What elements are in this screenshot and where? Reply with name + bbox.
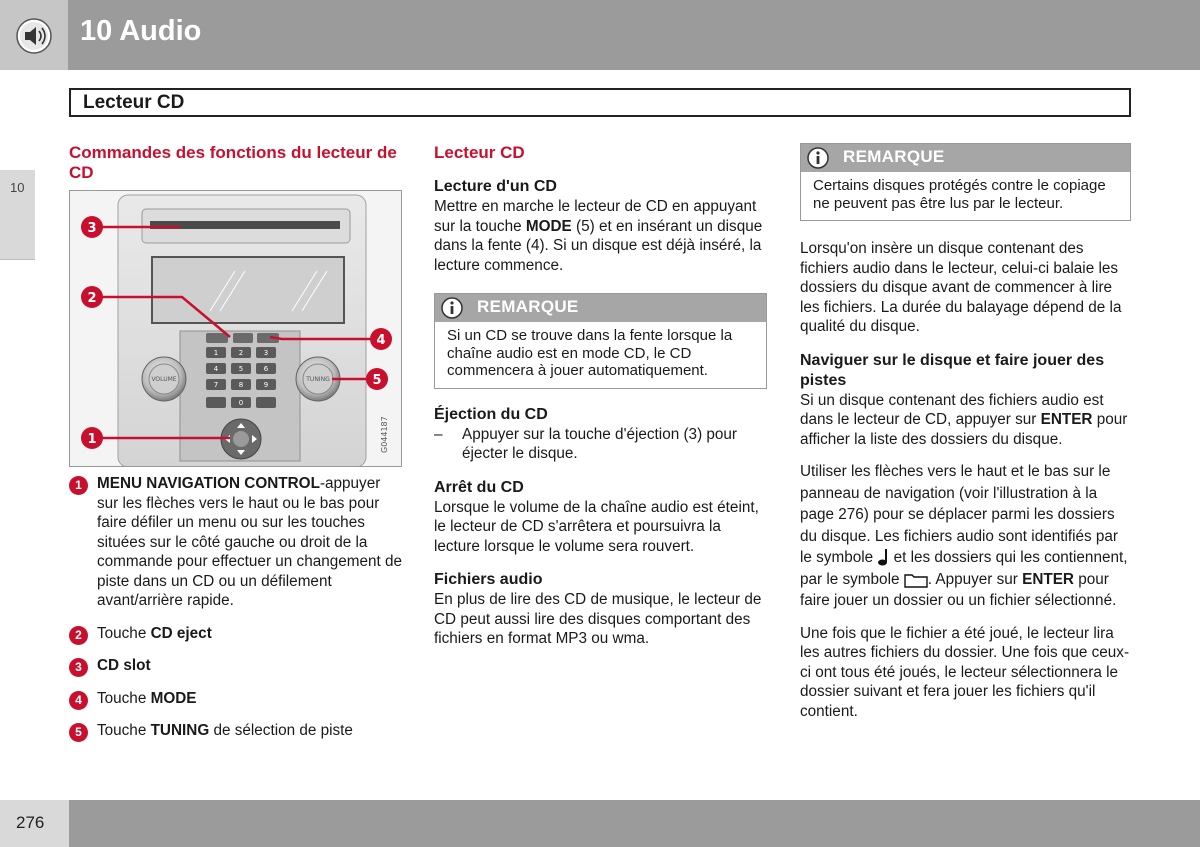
remarque-text: Si un CD se trouve dans la fente lorsque la chaîne audio est en mode CD, le CD commencera à jouer automatiquement. — [447, 327, 733, 379]
section-title: Lecteur CD — [83, 92, 185, 113]
list-item-bold: MODE — [150, 689, 197, 707]
symbols-text-bold: ENTER — [1022, 570, 1074, 588]
page-number: 276 — [16, 813, 45, 832]
key-4: 4 — [213, 365, 219, 373]
ejection-heading: Éjection du CD — [434, 405, 548, 423]
symbols-paragraph — [800, 461, 1131, 612]
callout-4: 4 — [376, 333, 386, 348]
folder-icon — [904, 572, 928, 588]
cd-player-drawing — [70, 191, 402, 467]
lecture-text-a: Mettre en marche le lecteur de CD en appuyant sur la touche — [434, 198, 757, 235]
nav-text-b: pour afficher la liste des dossiers du disque. — [800, 411, 1128, 448]
key-6: 6 — [263, 365, 269, 373]
list-number: 3 — [69, 658, 88, 677]
key-1: 1 — [213, 349, 219, 357]
callout-1: 1 — [87, 432, 97, 447]
callout-2: 2 — [87, 291, 97, 306]
chapter-side-tab — [0, 170, 35, 260]
music-note-icon — [877, 548, 889, 566]
symbols-text-a: Utiliser les flèches vers le haut et le bas sur le panneau de navigation (voir l'illustration à la page 276) pour se déplacer parmi les dossiers du disque. Les fichiers audio sont identifiés par le symbole — [800, 463, 1119, 566]
speaker-icon — [16, 18, 52, 54]
ejection-text: Appuyer sur la touche d'éjection (3) pour éjecter le disque. — [462, 425, 738, 462]
key-3: 3 — [263, 349, 269, 357]
key-5: 5 — [238, 365, 244, 373]
list-item-bold: CD eject — [150, 624, 212, 642]
arret-paragraph: Lorsque le volume de la chaîne audio est éteint, le lecteur de CD s'arrêtera et poursuivra la lecture lorsque le volume sera rouvert. — [434, 498, 759, 555]
arret-heading: Arrêt du CD — [434, 478, 524, 496]
list-item — [69, 656, 402, 676]
list-item-text: de sélection de piste — [209, 722, 353, 739]
list-item-pre: Touche — [97, 624, 151, 642]
callout-3: 3 — [87, 221, 97, 236]
fichiers-paragraph: En plus de lire des CD de musique, le lecteur de CD peut aussi lire des disques comportant des fichiers en format MP3 ou wma. — [434, 591, 762, 647]
remarque-title: REMARQUE — [477, 297, 579, 316]
key-2: 2 — [238, 349, 244, 357]
info-icon — [441, 297, 463, 319]
column-2 — [434, 143, 767, 649]
tuning-knob-label: TUNING — [306, 376, 330, 383]
symbols-text-d: pour faire jouer un dossier ou un fichier sélectionné. — [800, 570, 1117, 609]
list-item-pre: Touche — [97, 722, 151, 739]
playback-paragraph: Une fois que le fichier a été joué, le lecteur lira les autres fichiers du dossier. Une fois que ceux-ci ont tous été joués, le lecteur sélectionnera le dossier suivant et fera jouer les fichiers qu'il contient. — [800, 624, 1130, 720]
lecture-text-bold: MODE — [525, 217, 572, 235]
list-item-pre: Touche — [97, 689, 151, 707]
callout-5: 5 — [372, 373, 382, 388]
nav-text-bold: ENTER — [1040, 411, 1093, 428]
list-item-bold: CD slot — [97, 657, 151, 674]
list-number: 5 — [69, 723, 88, 742]
ejection-dash: – — [434, 425, 443, 443]
lecture-text-b: (5) et en insérant un disque dans la fente (4). Si un disque est déjà inséré, la lecture commence. — [434, 217, 763, 274]
remarque-header — [435, 294, 766, 322]
remarque-box — [800, 143, 1131, 221]
list-item — [69, 689, 402, 709]
remarque-header — [801, 144, 1130, 172]
key-0: 0 — [238, 399, 244, 407]
scan-paragraph: Lorsqu'on insère un disque contenant des fichiers audio dans le lecteur, celui-ci balaie les dossiers du disque avant de commencer à lire les fichiers. La durée du balayage dépend de la qualité du disque. — [800, 240, 1122, 335]
list-item — [69, 721, 402, 741]
navigation-heading: Naviguer sur le disque et faire jouer des pistes — [800, 351, 1105, 389]
remarque-box — [434, 293, 767, 389]
side-tab-number: 10 — [10, 180, 25, 195]
remarque-title: REMARQUE — [843, 147, 945, 166]
col1-heading: Commandes des fonctions du lecteur de CD — [69, 143, 397, 182]
lecture-heading: Lecture d'un CD — [434, 178, 557, 195]
navigation-paragraph — [800, 391, 1131, 450]
nav-text-a: Si un disque contenant des fichiers audio est dans le lecteur de CD, appuyer sur — [800, 391, 1104, 428]
list-item — [69, 474, 402, 611]
ejection-item — [434, 425, 767, 464]
fichiers-heading: Fichiers audio — [434, 571, 543, 588]
list-item-bold: MENU NAVIGATION CONTROL — [97, 475, 320, 492]
chapter-title: 10 Audio — [80, 15, 202, 47]
list-item — [69, 624, 402, 644]
numbered-list — [69, 474, 402, 754]
column-3 — [800, 143, 1131, 721]
symbols-text-c: . Appuyer sur — [927, 570, 1023, 588]
key-8: 8 — [238, 381, 244, 389]
list-number: 4 — [69, 691, 88, 710]
list-item-text: -appuyer sur les flèches vers le haut ou le bas pour faire défiler un menu ou sur les touches situées sur le côté gauche ou droit de la commande pour effectuer un changement de piste dans un CD ou un défilement avant/arrière rapide. — [97, 475, 403, 609]
list-number: 1 — [69, 476, 88, 495]
list-number: 2 — [69, 626, 88, 645]
key-7: 7 — [213, 381, 219, 389]
chapter-icon-box — [0, 0, 68, 70]
col2-heading: Lecteur CD — [434, 143, 525, 162]
cd-player-illustration — [69, 190, 402, 467]
volume-knob-label: VOLUME — [151, 376, 177, 383]
symbols-text-b: et les dossiers qui les contiennent, par le symbole — [800, 549, 1128, 588]
column-1 — [69, 143, 402, 183]
footer-bar — [69, 800, 1200, 847]
list-item-bold: TUNING — [150, 722, 210, 739]
lecture-paragraph — [434, 197, 767, 275]
key-9: 9 — [263, 381, 269, 389]
section-heading-box — [69, 88, 1131, 117]
info-icon — [807, 147, 829, 169]
remarque-text: Certains disques protégés contre le copiage ne peuvent pas être lus par le lecteur. — [813, 177, 1106, 212]
illustration-code: G044187 — [380, 416, 389, 453]
